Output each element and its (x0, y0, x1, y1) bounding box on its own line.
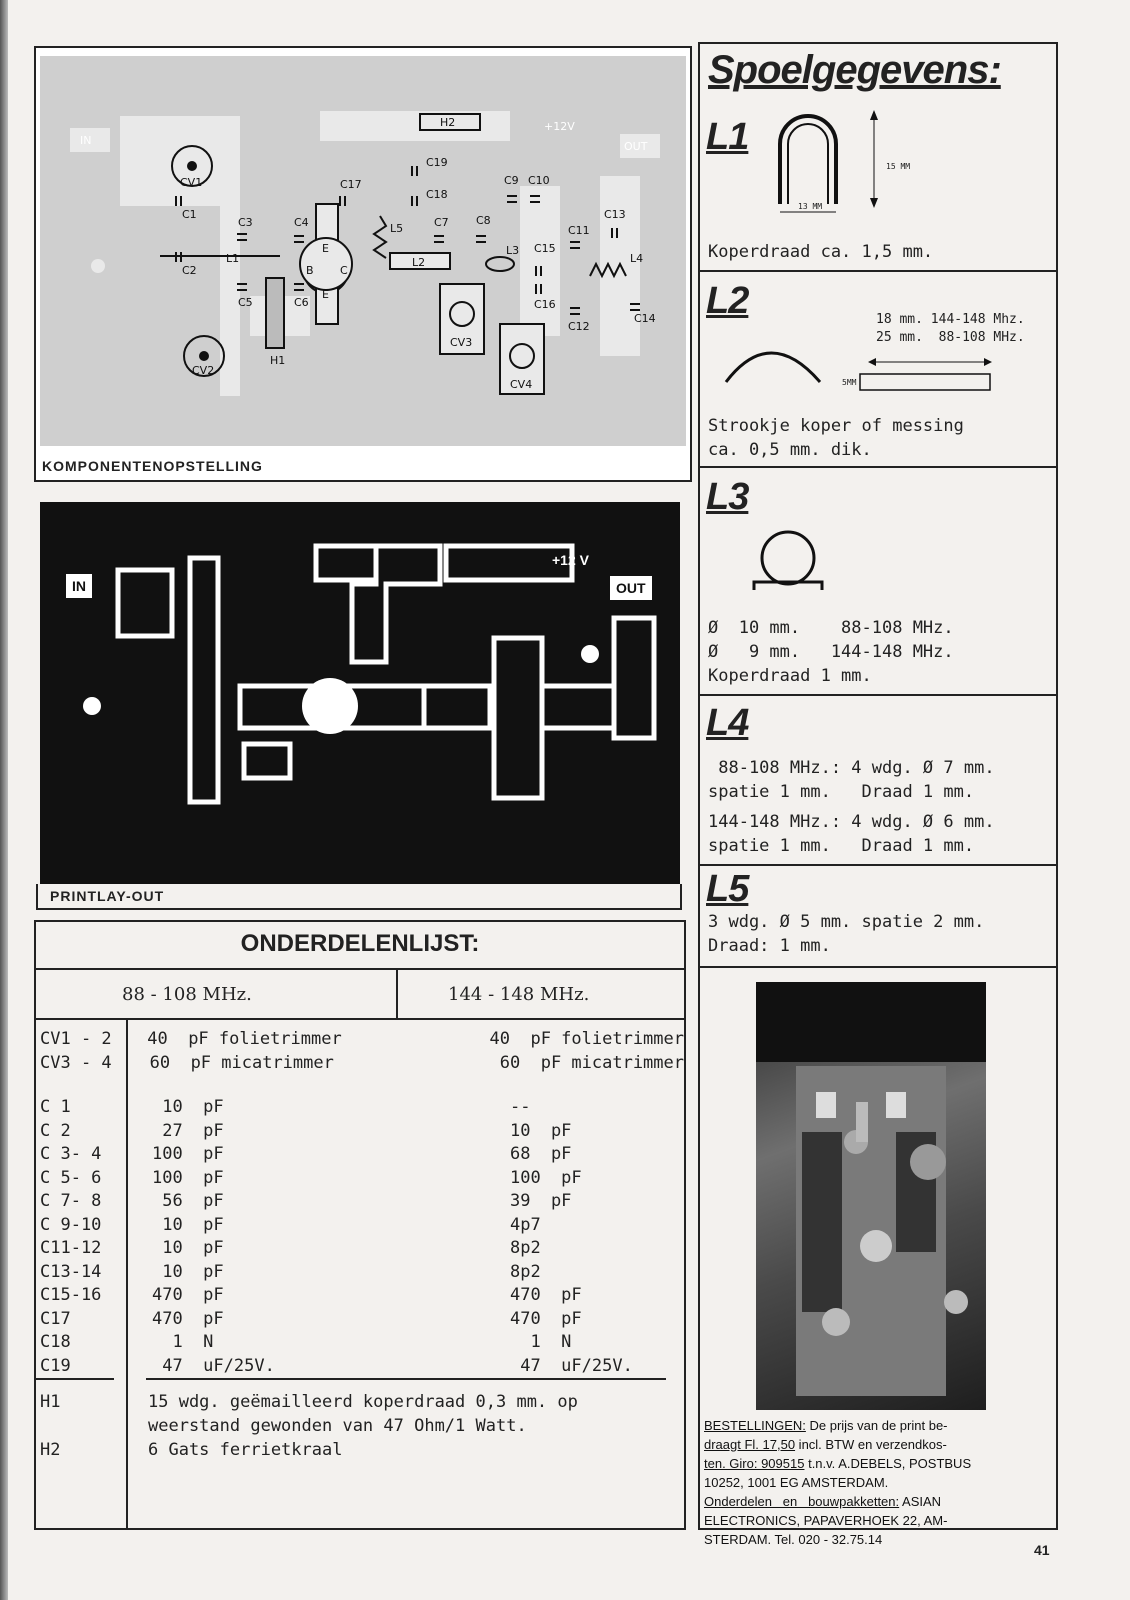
order-text (704, 1416, 1052, 1549)
component-layout-drawing (40, 56, 686, 446)
label-c1: C1 (182, 208, 197, 221)
pad-3 (320, 111, 380, 141)
l4-line-3: 144-148 MHz.: 4 wdg. Ø 6 mm. (708, 812, 995, 832)
parts-row: CV1 - 2 40 pF folietrimmer 40 pF folietrimmer (40, 1029, 684, 1049)
parts-header-sub-divider (36, 1018, 684, 1020)
label-c18: C18 (426, 188, 448, 201)
pcb-label-plus12: +12 V (552, 552, 589, 568)
l4-line-4: spatie 1 mm. Draad 1 mm. (708, 836, 975, 856)
l5-title: L5 (706, 868, 749, 910)
parts-divider-h (36, 1378, 114, 1380)
l2-text-1: Strookje koper of messing (708, 416, 964, 436)
order-line-3: ten. Giro: 909515 t.n.v. A.DEBELS, POSTBUS (704, 1456, 972, 1471)
pcb-mount-hole-left (83, 697, 101, 715)
coil-data-panel (698, 42, 1058, 968)
parts-h1-label: H1 (40, 1392, 61, 1412)
label-l4: L4 (630, 252, 644, 265)
l1-dim-width: 13 MM (798, 202, 823, 211)
label-cv4: CV4 (510, 378, 533, 391)
l3-drawing (750, 524, 850, 604)
parts-row: C 1 10 pF -- (40, 1097, 531, 1117)
pcb-caption: PRINTLAY-OUT (50, 888, 165, 904)
pcb-layout-panel (40, 502, 680, 884)
label-h1: H1 (270, 354, 286, 367)
label-c9: C9 (504, 174, 519, 187)
label-c19: C19 (426, 156, 448, 169)
l3-line-2: Ø 9 mm. 144-148 MHz. (708, 642, 954, 662)
parts-h1-text-1: 15 wdg. geëmailleerd koperdraad 0,3 mm. op (148, 1392, 578, 1412)
h1-symbol (266, 278, 284, 348)
l4-line-2: spatie 1 mm. Draad 1 mm. (708, 782, 975, 802)
label-plus12: +12V (544, 120, 575, 133)
order-line-4: 10252, 1001 EG AMSTERDAM. (704, 1475, 889, 1490)
parts-row: C 9-10 10 pF 4p7 (40, 1214, 541, 1235)
label-c6: C6 (294, 296, 309, 309)
label-c12: C12 (568, 320, 590, 333)
parts-row: C 2 27 pF 10 pF (40, 1120, 572, 1141)
parts-row: C19 47 uF/25V. 47 uF/25V. (40, 1355, 633, 1376)
parts-h2-text: 6 Gats ferrietkraal (148, 1440, 343, 1460)
label-c8: C8 (476, 214, 491, 227)
l4-title: L4 (706, 702, 749, 744)
order-line-6: ELECTRONICS, PAPAVERHOEK 22, AM- (704, 1513, 948, 1528)
pcb-track-vertical-left (190, 558, 218, 802)
order-line-5: Onderdelen en bouwpakketten: ASIAN (704, 1494, 942, 1509)
label-l3: L3 (506, 244, 520, 257)
parts-header-divider (36, 968, 684, 970)
label-b: B (306, 264, 314, 277)
component-layout-caption: KOMPONENTENOPSTELLING (42, 458, 263, 474)
label-e-bottom: E (322, 288, 329, 301)
pcb-photo (756, 982, 986, 1410)
l2-title: L2 (706, 280, 749, 322)
parts-row: C18 1 N 1 N (40, 1332, 572, 1352)
divider-l1 (700, 270, 1056, 272)
component-layout-svg (40, 56, 686, 446)
pcb-transistor-hole (302, 678, 358, 734)
label-c4: C4 (294, 216, 309, 229)
parts-divider-h-right (146, 1378, 666, 1380)
parts-group-trimmers (36, 1028, 684, 1075)
parts-row: C13-14 10 pF 8p2 (40, 1261, 541, 1282)
parts-h2-label: H2 (40, 1440, 61, 1460)
pcb-label-in: IN (66, 574, 92, 598)
parts-row: C15-16 470 pF 470 pF (40, 1285, 582, 1305)
l2-dim: 5MM (842, 378, 857, 387)
label-cv1: CV1 (180, 176, 203, 189)
parts-row: C 3- 4 100 pF 68 pF (40, 1144, 572, 1164)
label-h2: H2 (440, 116, 456, 129)
parts-h1-text-2: weerstand gewonden van 47 Ohm/1 Watt. (148, 1416, 527, 1436)
capacitor-marks (176, 166, 640, 314)
pcb-label-out: OUT (610, 576, 652, 600)
parts-group-capacitors (36, 1096, 684, 1378)
label-c13: C13 (604, 208, 626, 221)
pad-5 (520, 186, 560, 336)
pcb-photo-svg (756, 982, 986, 1410)
label-l2: L2 (412, 256, 426, 269)
page-binding-shadow (0, 0, 8, 1600)
label-c: C (340, 264, 348, 277)
l2-drawing (720, 334, 1040, 414)
pcb-pad-right-1 (494, 638, 542, 798)
l2-text-2: ca. 0,5 mm. dik. (708, 440, 872, 460)
parts-list-title: ONDERDELENLIJST: (240, 930, 480, 957)
parts-header-88: 88 - 108 MHz. (122, 984, 252, 1005)
coil-data-title: Spoelgegevens: (708, 48, 1001, 92)
label-c10: C10 (528, 174, 550, 187)
l1-title: L1 (706, 116, 749, 158)
l2-spec-2: 25 mm. 88-108 MHz. (876, 330, 1025, 345)
order-price: draagt Fl. 17,50 (704, 1437, 796, 1452)
label-c3: C3 (238, 216, 253, 229)
label-c17: C17 (340, 178, 362, 191)
l3-line-3: Koperdraad 1 mm. (708, 666, 872, 686)
pcb-track-middle-4 (542, 686, 614, 728)
parts-row: C17 470 pF 470 pF (40, 1308, 582, 1329)
l5-symbol (374, 216, 386, 258)
order-giro: ten. Giro: 909515 (704, 1456, 805, 1471)
pcb-mount-hole-right (581, 645, 599, 663)
parts-vertical-divider-2 (396, 968, 398, 1018)
l5-line-2: Draad: 1 mm. (708, 936, 831, 956)
label-c2: C2 (182, 264, 197, 277)
order-line-2: draagt Fl. 17,50 incl. BTW en verzendkos- (704, 1437, 947, 1452)
parts-row: C11-12 10 pF 8p2 (40, 1238, 541, 1258)
label-c7: C7 (434, 216, 449, 229)
label-e-top: E (322, 242, 329, 255)
order-line-1: BESTELLINGEN: De prijs van de print be- (704, 1418, 948, 1433)
page-number: 41 (1034, 1542, 1050, 1558)
label-c16: C16 (534, 298, 556, 311)
pcb-pad-in (118, 570, 172, 636)
order-heading: BESTELLINGEN: (704, 1418, 806, 1433)
l4-line-1: 88-108 MHz.: 4 wdg. Ø 7 mm. (708, 758, 995, 778)
label-c11: C11 (568, 224, 590, 237)
label-l1: L1 (226, 252, 240, 265)
parts-row: C 7- 8 56 pF 39 pF (40, 1191, 572, 1211)
label-cv2: CV2 (192, 364, 215, 377)
pcb-pad-bottom (244, 744, 290, 778)
parts-row: C 5- 6 100 pF 100 pF (40, 1167, 582, 1188)
l3-line-1: Ø 10 mm. 88-108 MHz. (708, 618, 954, 638)
label-c15: C15 (534, 242, 556, 255)
divider-l4 (700, 864, 1056, 866)
l3-title: L3 (706, 476, 749, 518)
pcb-pad-right-2 (614, 618, 654, 738)
label-out: OUT (624, 140, 648, 153)
l2-spec-1: 18 mm. 144-148 Mhz. (876, 312, 1025, 327)
l1-dim-height: 15 MM (886, 162, 911, 171)
component-layout-panel (34, 46, 692, 482)
l1-text: Koperdraad ca. 1,5 mm. (708, 242, 934, 262)
parts-list-panel (34, 920, 686, 1530)
label-cv3: CV3 (450, 336, 473, 349)
pcb-pad-top-1 (316, 546, 376, 580)
l1-drawing (770, 104, 900, 224)
divider-l3 (700, 694, 1056, 696)
label-c14: C14 (634, 312, 656, 325)
order-line-7: STERDAM. Tel. 020 - 32.75.14 (704, 1532, 883, 1547)
label-l5: L5 (390, 222, 404, 235)
l5-line-1: 3 wdg. Ø 5 mm. spatie 2 mm. (708, 912, 985, 932)
label-in: IN (80, 134, 92, 147)
order-heading-2: Onderdelen en bouwpakketten: (704, 1494, 900, 1509)
parts-header-144: 144 - 148 MHz. (448, 984, 590, 1005)
parts-row: CV3 - 4 60 pF micatrimmer 60 pF micatrimmer (40, 1052, 684, 1073)
divider-l2 (700, 466, 1056, 468)
pcb-track-middle-3 (424, 686, 490, 728)
l3-symbol (486, 257, 514, 271)
label-c5: C5 (238, 296, 253, 309)
